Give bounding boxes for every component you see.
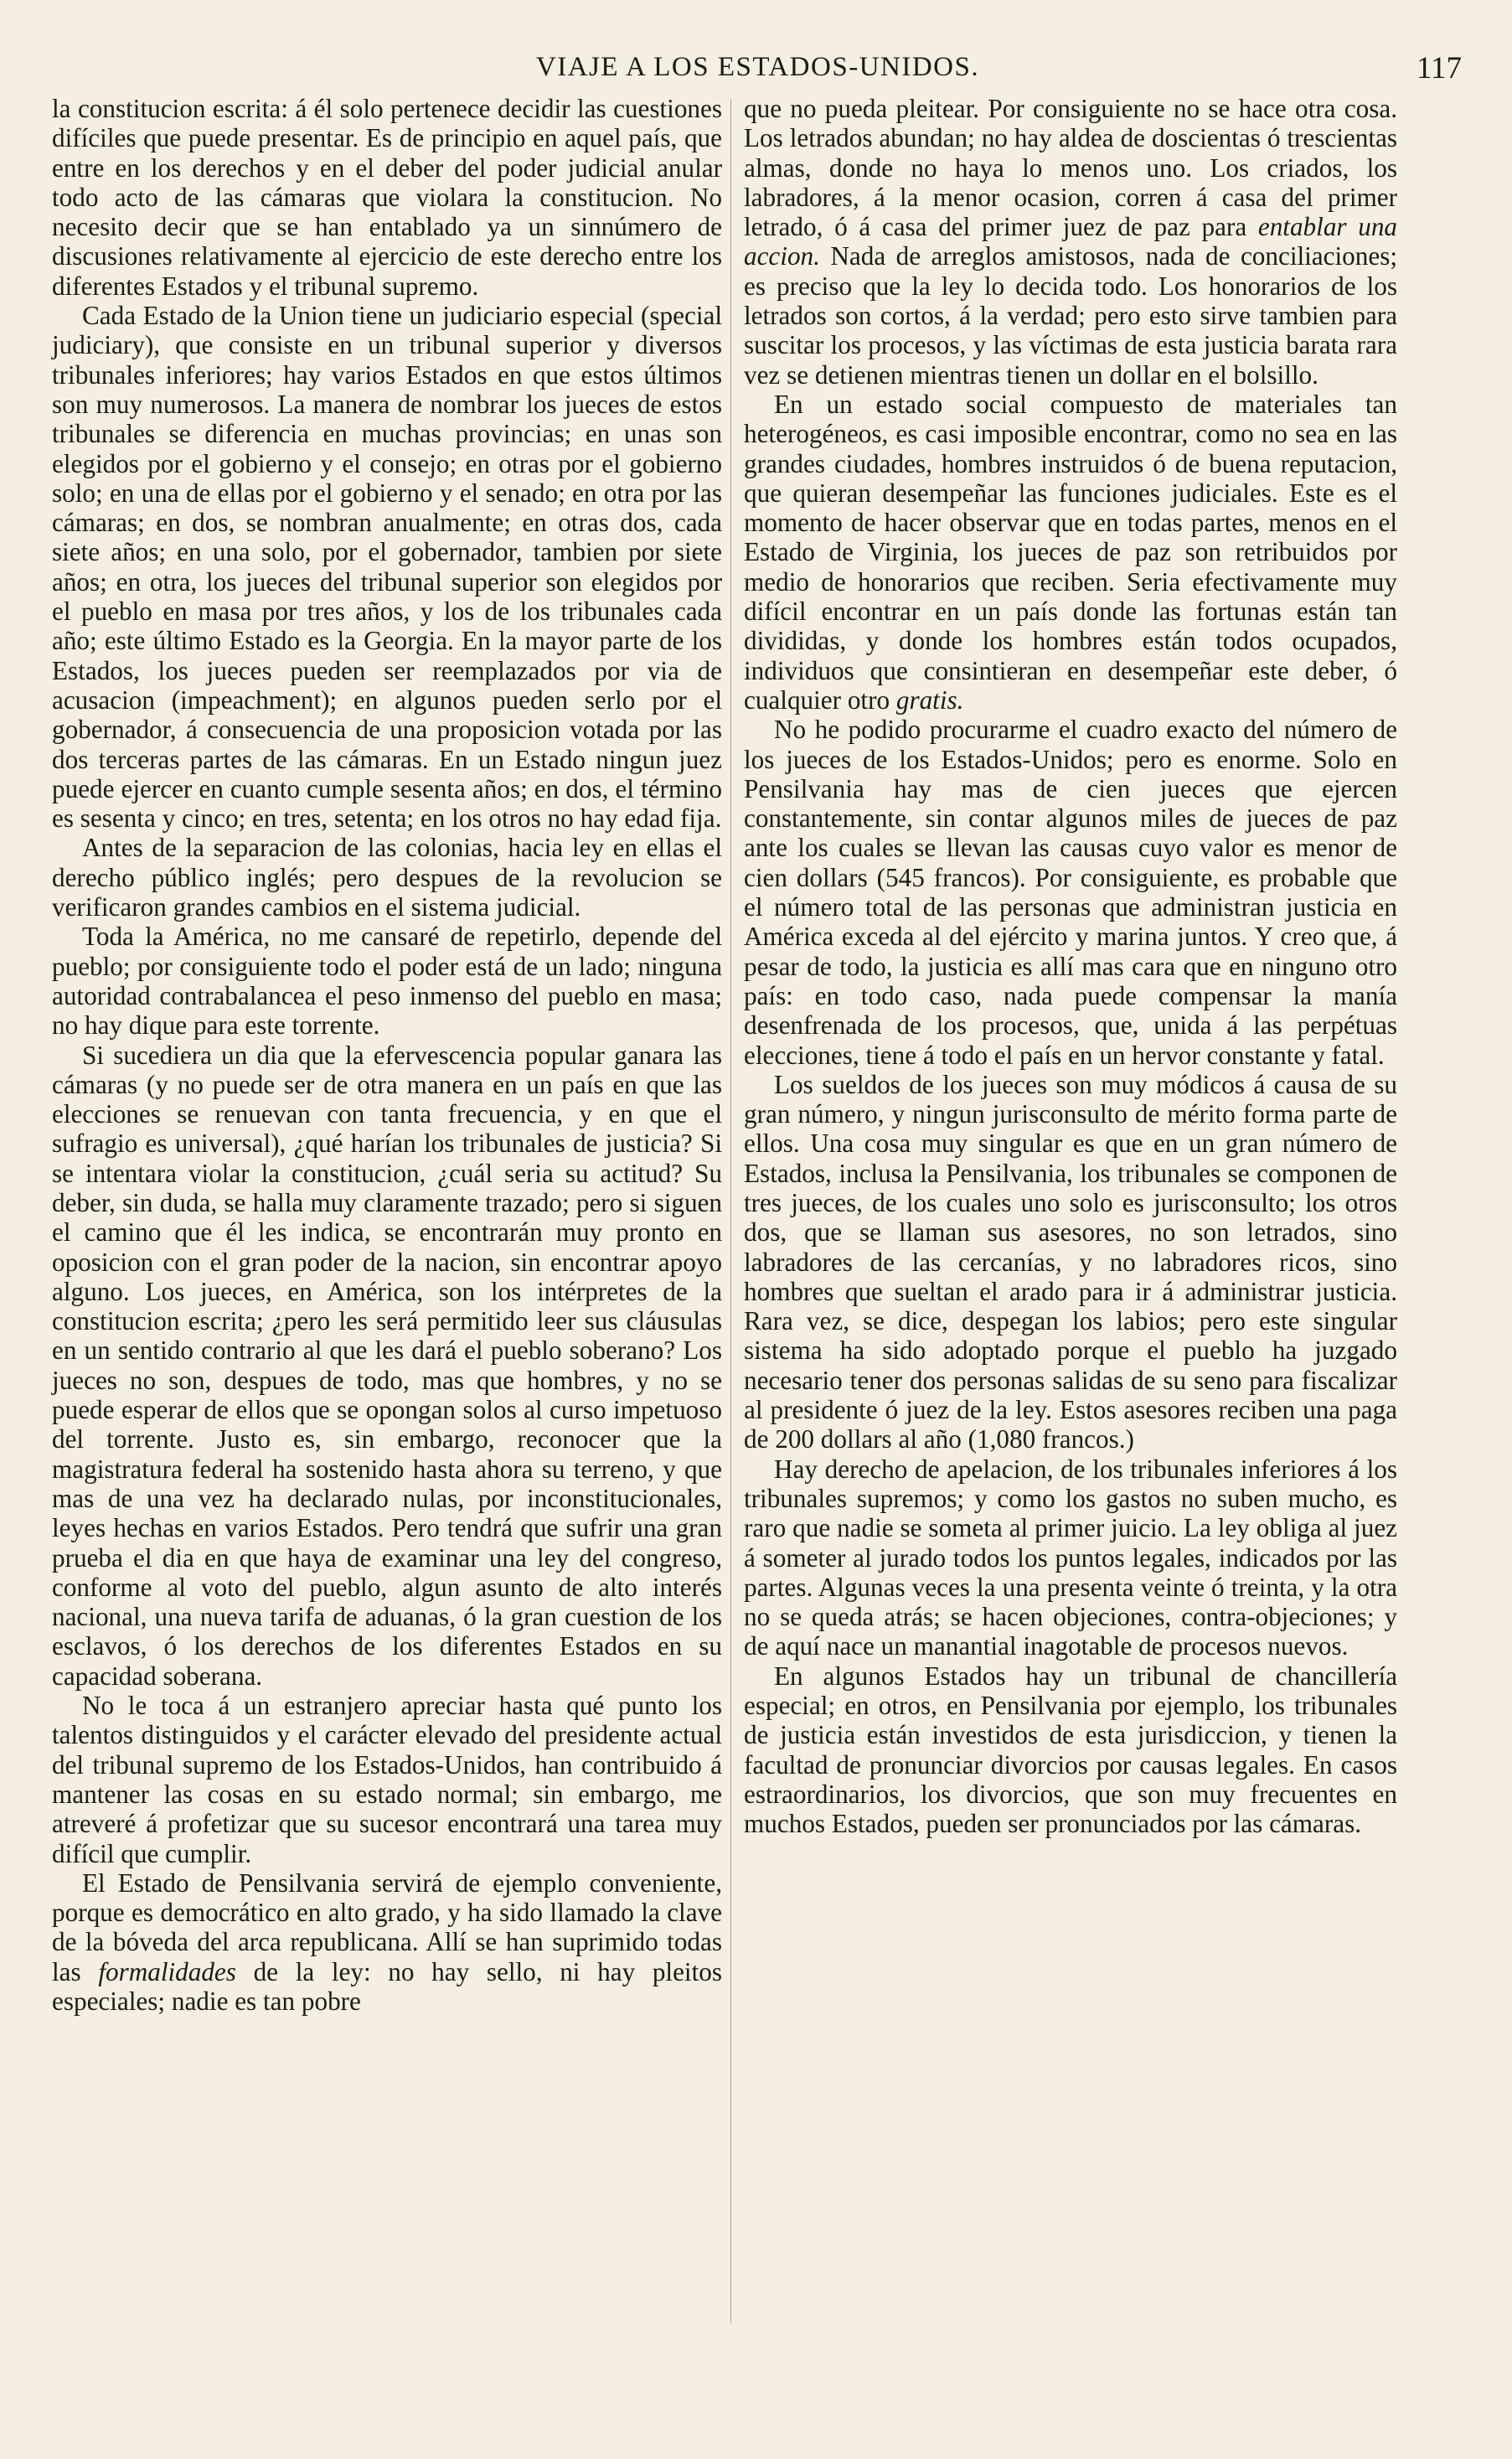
text-run: En un estado social compuesto de materiales tan heterogéneos, es casi imposible encontrar, como no sea en las grandes ciudades, hombres instruidos ó de buena reputacion, que quieran desempeñar las funciones judiciales. Este es el momento de hacer observar que en todas partes, menos en el Estado de Virginia, los jueces de paz son retribuidos por medio de honorarios que reciben. Seria efectivamente muy difícil encontrar en un país donde las fortunas están tan divididas, y donde los hombres están todos ocupados, individuos que consintieran en desempeñar este deber, ó cualquier otro: [744, 389, 1397, 715]
paragraph: [52, 1868, 722, 2016]
paragraph: Cada Estado de la Union tiene un judiciario especial (special judiciary), que consiste en un tribunal superior y diversos tribunales inferiores; hay varios Estados en que estos últimos son muy numerosos. La manera de nombrar los jueces de estos tribunales se diferencia en muchas provincias; en unas son elegidos por el gobierno y el consejo; en otras por el gobierno solo; en una de ellas por el gobierno y el senado; en otra por las cámaras; en dos, se nombran anualmente; en otras dos, cada siete años; en una solo, por el gobernador, tambien por siete años; en otra, los jueces del tribunal superior son elegidos por el pueblo en masa por tres años, y los de los tribunales cada año; este último Estado es la Georgia. En la mayor parte de los Estados, los jueces pueden ser reemplazados por via de acusacion (impeachment); en algunos pueden serlo por el gobernador, á consecuencia de una proposicion votada por las dos terceras partes de las cámaras. En un Estado ningun juez puede ejercer en cuanto cumple sesenta años; en dos, el término es sesenta y cinco; en tres, setenta; en los otros no hay edad fija.: [52, 301, 722, 834]
paragraph: Hay derecho de apelacion, de los tribunales inferiores á los tribunales supremos; y como los gastos no suben mucho, es raro que nadie se someta al primer juicio. La ley obliga al juez á someter al jurado todos los puntos legales, indicados por las partes. Algunas veces la una presenta veinte ó treinta, y la otra no se queda atrás; se hacen objeciones, contra-objeciones; y de aquí nace un manantial inagotable de procesos nuevos.: [744, 1454, 1397, 1661]
paragraph: No he podido procurarme el cuadro exacto del número de los jueces de los Estados-Unidos; pero es enorme. Solo en Pensilvania hay mas de cien jueces que ejercen constantemente, sin contar algunos miles de jueces de paz ante los cuales se llevan las causas cuyo valor es menor de cien dollars (545 francos). Por consiguiente, es probable que el número total de las personas que administran justicia en América exceda al del ejército y marina juntos. Y creo que, á pesar de todo, la justicia es allí mas cara que en ninguno otro país: en todo caso, nada puede compensar la manía desenfrenada de los procesos, que, unida á las perpétuas elecciones, tiene á todo el país en un hervor constante y fatal.: [744, 715, 1397, 1070]
running-title: VIAJE A LOS ESTADOS-UNIDOS.: [535, 52, 980, 82]
text-run: que no pueda pleitear. Por consiguiente no se hace otra cosa. Los letrados abundan; no hay aldea de doscientas ó trescientas almas, donde no haya lo menos uno. Los criados, los labradores, á la menor ocasion, corren á casa del primer letrado, ó á casa del primer juez de paz para: [744, 94, 1397, 242]
paragraph: En algunos Estados hay un tribunal de chancillería especial; en otros, en Pensilvania por ejemplo, los tribunales de justicia están investidos de esta jurisdiccion, y tienen la facultad de pronunciar divorcios por causas legales. En casos estraordinarios, los divorcios, que son muy frecuentes en muchos Estados, pueden ser pronunciados por las cámaras.: [744, 1661, 1397, 1839]
italic-text: gratis.: [895, 684, 964, 715]
paragraph: [744, 390, 1397, 715]
paragraph: Antes de la separacion de las colonias, hacia ley en ellas el derecho público inglés; pero despues de la revolucion se verificaron grandes cambios en el sistema judicial.: [52, 833, 722, 922]
paragraph: Si sucediera un dia que la efervescencia popular ganara las cámaras (y no puede ser de otra manera en un país en que las elecciones se renuevan con tanta frecuencia, y en que el sufragio es universal), ¿qué harían los tribunales de justicia? Si se intentara violar la constitucion, ¿cuál seria su actitud? Su deber, sin duda, se halla muy claramente trazado; pero si siguen el camino que él les indica, se encontrarán muy pronto en oposicion con el gran poder de la nacion, sin encontrar apoyo alguno. Los jueces, en América, son los intérpretes de la constitucion escrita; ¿pero les será permitido leer sus cláusulas en un sentido contrario al que les dará el pueblo soberano? Los jueces no son, despues de todo, mas que hombres, y no se puede esperar de ellos que se opongan solos al curso impetuoso del torrente. Justo es, sin embargo, reconocer que la magistratura federal ha sostenido hasta ahora su terreno, y que mas de una vez ha declarado nulas, por inconstitucionales, leyes hechas en varios Estados. Pero tendrá que sufrir una gran prueba el dia en que haya de examinar una ley del congreso, conforme al voto del pueblo, algun asunto de alto interés nacional, una nueva tarifa de aduanas, ó la gran cuestion de los esclavos, ó los derechos de los diferentes Estados en su capacidad soberana.: [52, 1040, 722, 1691]
italic-text: entablar una accion.: [744, 212, 1398, 271]
text-run: Nada de arreglos amistosos, nada de conciliaciones; es preciso que la ley lo decida todo. Los honorarios de los letrados son cortos, á la verdad; pero esto sirve tambien para suscitar los procesos, y las víctimas de esta justicia barata rara vez se detienen mientras tienen un dollar en el bolsillo.: [744, 241, 1397, 390]
page-number: 117: [1416, 51, 1462, 85]
paragraph: Los sueldos de los jueces son muy módicos á causa de su gran número, y ningun jurisconsulto de mérito forma parte de ellos. Una cosa muy singular es que en un gran número de Estados, inclusa la Pensilvania, los tribunales se componen de tres jueces, de los cuales uno solo es jurisconsulto; los otros dos, que se llaman sus asesores, no son letrados, sino labradores de las cercanías, y no labradores ricos, sino hombres que sueltan el arado para ir á administrar justicia. Rara vez, se dice, despegan los labios; pero este singular sistema ha sido adoptado porque el pueblo ha juzgado necesario tener dos personas salidas de su seno para fiscalizar al presidente ó juez de la ley. Estos asesores reciben una paga de 200 dollars al año (1,080 francos.): [744, 1069, 1397, 1454]
left-column: [52, 94, 722, 2016]
column-divider: [730, 99, 731, 2323]
right-column: [744, 94, 1397, 1839]
paragraph: Toda la América, no me cansaré de repetirlo, depende del pueblo; por consiguiente todo el poder está de un lado; ninguna autoridad contrabalancea el peso inmenso del pueblo en masa; no hay dique para este torrente.: [52, 922, 722, 1041]
text-run: El Estado de Pensilvania servirá de ejemplo conveniente, porque es democrático en alto grado, y ha sido llamado la clave de la bóveda del arca republicana. Allí se han suprimido todas las: [52, 1867, 722, 1986]
text-run: de la ley: no hay sello, ni hay pleitos especiales; nadie es tan pobre: [52, 1956, 722, 2016]
paragraph: No le toca á un estranjero apreciar hasta qué punto los talentos distinguidos y el carácter elevado del presidente actual del tribunal supremo de los Estados-Unidos, han contribuido á mantener las cosas en su estado normal; sin embargo, me atreveré á profetizar que su sucesor encontrará una tarea muy difícil que cumplir.: [52, 1691, 722, 1868]
running-header: [54, 50, 1462, 87]
paragraph: [744, 94, 1397, 390]
italic-text: formalidades: [98, 1956, 236, 1986]
paragraph: la constitucion escrita: á él solo pertenece decidir las cuestiones difíciles que puede presentar. Es de principio en aquel país, que entre en los derechos y en el deber del poder judicial anular todo acto de las cámaras que violara la constitucion. No necesito decir que se han entablado ya un sinnúmero de discusiones relativamente al ejercicio de este derecho entre los diferentes Estados y el tribunal supremo.: [52, 94, 722, 301]
